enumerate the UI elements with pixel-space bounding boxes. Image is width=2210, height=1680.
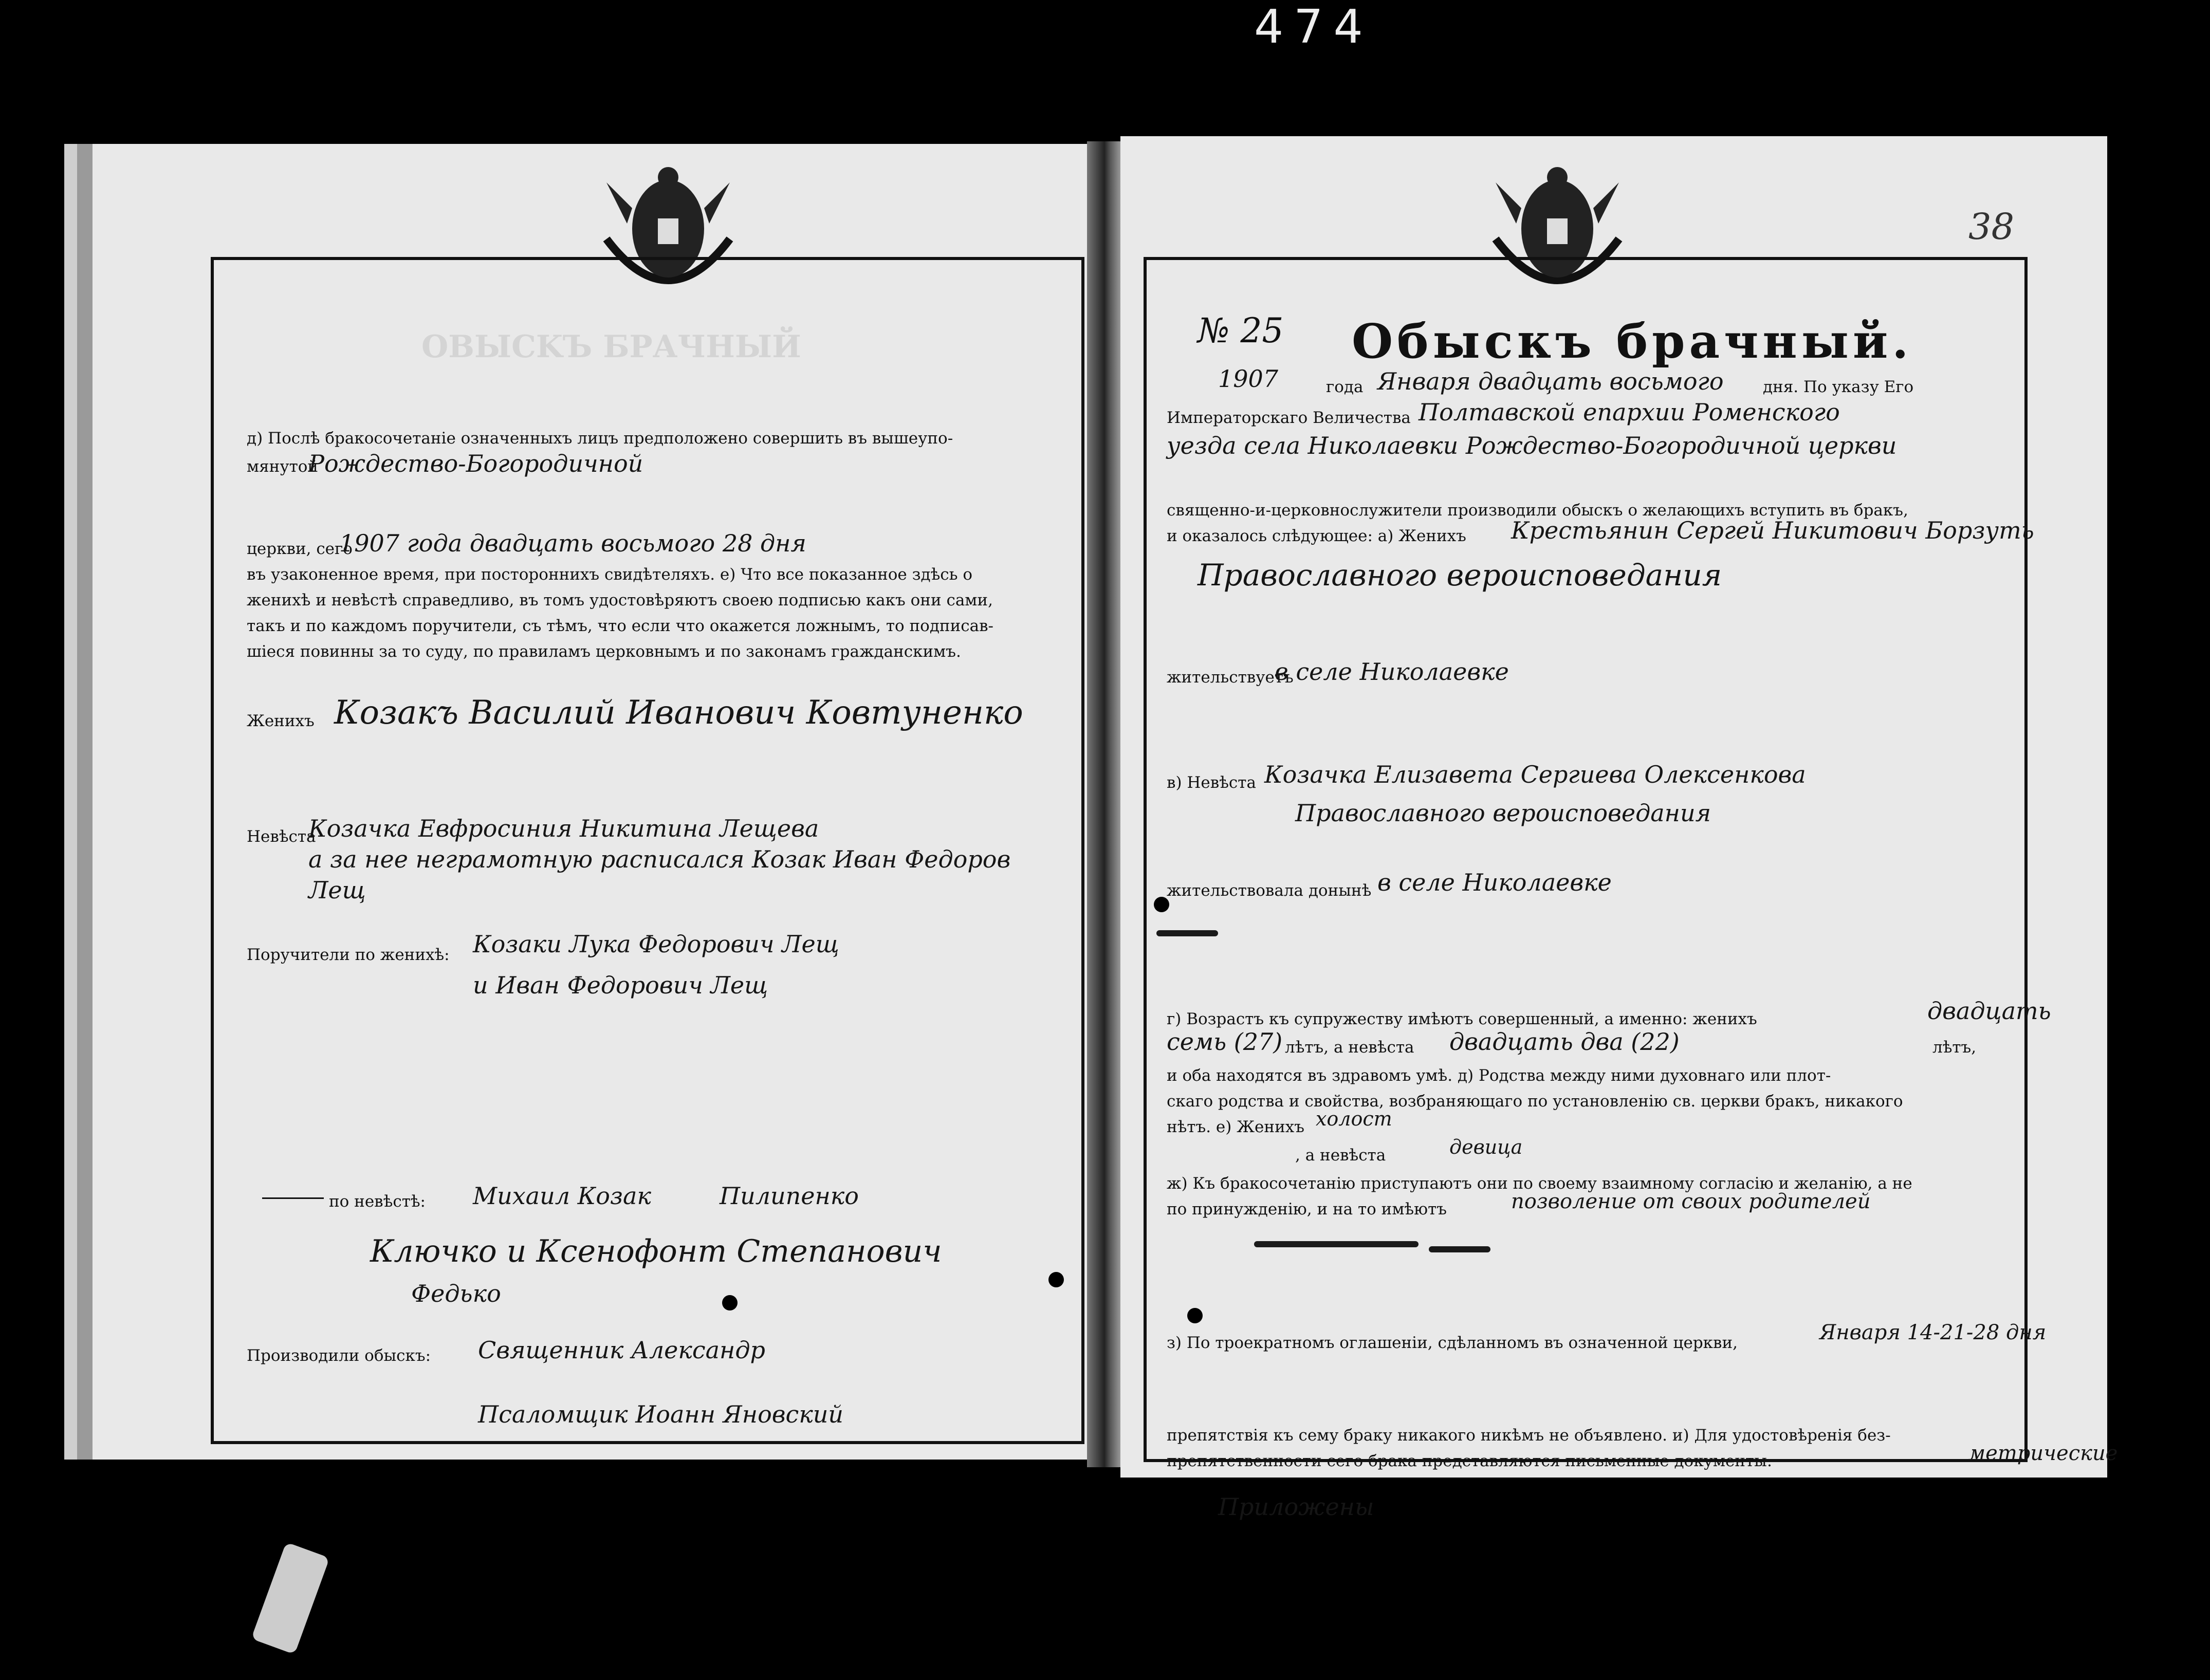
hw-priest: Священник Александр: [478, 1336, 765, 1364]
age-clause-label: г) Возрастъ къ супружеству имѣютъ совершенный, а именно: женихъ: [1167, 1010, 1757, 1028]
documents-line1: препятствія къ сему браку никакого никѣмъ не объявлено. и) Для удостовѣренія без-: [1167, 1426, 1891, 1445]
hw-date: 1907 года двадцать восьмого 28 дня: [339, 529, 806, 557]
hw-bride-guarantor-1b: Пилипенко: [720, 1182, 859, 1210]
decree-label: дня. По указу Его: [1763, 378, 1914, 396]
page-title: Обыскъ брачный.: [1352, 313, 1913, 369]
hw-bride-guarantor-2: Ключко и Ксенофонт Степанович: [370, 1233, 942, 1269]
hw-parents-permission: позволение от своих родителей: [1511, 1190, 1871, 1213]
ink-smudge: [1254, 1241, 1419, 1247]
folio-number: 38: [1968, 206, 2015, 248]
hw-bride-residence: в селе Николаевке: [1377, 869, 1612, 896]
hw-bride-faith: Православного вероисповедания: [1295, 799, 1711, 827]
book-spine: [1087, 141, 1126, 1467]
clause-e-line2: женихѣ и невѣстѣ справедливо, въ томъ удостовѣряютъ своею подписью какъ они сами,: [247, 591, 993, 610]
clause-e-line1: въ узаконенное время, при постороннихъ свидѣтеляхъ. е) Что все показанное здѣсь о: [247, 565, 973, 584]
hw-month-day: Января двадцать восьмого: [1377, 367, 1724, 395]
groom-guarantors-label: Поручители по женихѣ:: [247, 946, 450, 964]
clause-d-line1: д) Послѣ бракосочетаніе означенныхъ лицъ предположено совершить въ вышеупо-: [247, 429, 953, 448]
hw-banns-dates: Января 14-21-28 дня: [1819, 1321, 2047, 1344]
archive-mark: 474: [1254, 0, 1373, 54]
date-label: церкви, сего: [247, 540, 353, 558]
hw-church-name: Рождество-Богородичной: [308, 450, 643, 477]
punch-hole: [1187, 1308, 1203, 1323]
punch-hole: [1182, 1501, 1198, 1516]
hw-bride-guarantor-2b: Федько: [411, 1280, 501, 1307]
hw-groom-status: холост: [1316, 1107, 1392, 1130]
hw-groom-guarantor-1: Козаки Лука Федорович Лещ: [473, 930, 839, 958]
years-label: лѣтъ,: [1932, 1038, 1977, 1057]
blank-rule: [262, 1197, 324, 1199]
hw-documents: метрические: [1968, 1442, 2118, 1465]
groom-residence-label: жительствуетъ: [1167, 668, 1294, 687]
punch-hole: [1154, 897, 1169, 912]
groom-label: и оказалось слѣдующее: а) Женихъ: [1167, 527, 1466, 545]
bride-label: Невѣста: [247, 827, 316, 846]
bleed-through: OBЫCKЪ БРАЧНЫЙ: [421, 329, 801, 365]
hw-bride-age: двадцать два (22): [1449, 1028, 1680, 1056]
bride-label: в) Невѣста: [1167, 773, 1256, 792]
binding-clip: [251, 1542, 330, 1655]
hw-groom-signature: Козакъ Василий Иванович Ковтуненко: [334, 694, 1023, 732]
clause-e-line4: шіеся повинны за то суду, по правиламъ церковнымъ и по законамъ гражданскимъ.: [247, 642, 961, 661]
consent-line1: ж) Къ бракосочетанію приступаютъ они по своему взаимному согласію и желанію, а не: [1167, 1174, 1912, 1193]
hw-groom-faith: Православного вероисповедания: [1198, 558, 1722, 593]
hw-year: 1907: [1218, 365, 1279, 393]
left-page: [93, 144, 1105, 1460]
hw-psalmist: Псаломщик Иоанн Яновский: [478, 1400, 844, 1428]
years-bride-label: лѣтъ, а невѣста: [1285, 1038, 1414, 1057]
hw-attached: Приложены: [1218, 1493, 1374, 1521]
bride-status-label: , а невѣста: [1295, 1146, 1386, 1165]
hw-bride-guarantor-1: Михаил Козак: [473, 1182, 651, 1210]
punch-hole: [722, 1295, 738, 1310]
bride-guarantors-label: по невѣстѣ:: [329, 1192, 426, 1211]
hw-bride-name: Козачка Евфросиния Никитина Лещева: [308, 815, 819, 842]
year-label: года: [1326, 378, 1364, 396]
bride-residence-label: жительствовала донынѣ: [1167, 881, 1372, 900]
kinship-line1: и оба находятся въ здравомъ умѣ. д) Родства между ними духовнаго или плот-: [1167, 1066, 1831, 1085]
hw-bride-name: Козачка Елизавета Сергиева Олексенкова: [1264, 761, 1806, 788]
clause-d-line2: мянутой: [247, 457, 319, 476]
ink-smudge: [1156, 930, 1218, 936]
hw-groom-name: Крестьянин Сергей Никитович Борзуть: [1511, 516, 2034, 544]
hw-groom-age-words: двадцать: [1927, 997, 2051, 1025]
groom-label: Женихъ: [247, 712, 315, 730]
ink-smudge: [1429, 1246, 1490, 1252]
clergy-line: священно-и-церковнослужители производили обыскъ о желающихъ вступить въ бракъ,: [1167, 501, 1908, 520]
hw-groom-age: семь (27): [1167, 1028, 1283, 1056]
conducted-by-label: Производили обыскъ:: [247, 1346, 431, 1365]
hw-bride-proxy: а за нее неграмотную расписался Козак Иван Федоров: [308, 845, 1011, 873]
hw-diocese: Полтавской епархии Роменского: [1419, 398, 1840, 426]
banns-label: з) По троекратномъ оглашеніи, сдѣланномъ въ означенной церкви,: [1167, 1334, 1738, 1352]
status-label: нѣтъ. е) Женихъ: [1167, 1118, 1304, 1136]
hw-bride-proxy-end: Лещ: [308, 876, 366, 904]
hw-groom-guarantor-2: и Иван Федорович Лещ: [473, 971, 768, 999]
right-page: [1120, 136, 2118, 1521]
punch-hole: [1048, 1272, 1064, 1287]
kinship-line2: скаго родства и свойства, возбраняющаго по установленію св. церкви бракъ, никакого: [1167, 1092, 1903, 1111]
hw-bride-status: девица: [1449, 1136, 1523, 1158]
majesty-label: Императорскаго Величества: [1167, 409, 1411, 427]
clause-e-line3: такъ и по каждомъ поручители, съ тѣмъ, что если что окажется ложнымъ, то подписав-: [247, 617, 994, 635]
hw-groom-residence: в селе Николаевке: [1275, 658, 1509, 686]
document-number: № 25: [1198, 311, 1284, 350]
consent-line2: по принужденію, и на то имѣютъ: [1167, 1200, 1447, 1219]
documents-line2: препятственности сего брака представляются письменные документы:: [1167, 1452, 1773, 1470]
hw-parish: уезда села Николаевки Рождество-Богородичной церкви: [1167, 432, 1897, 459]
